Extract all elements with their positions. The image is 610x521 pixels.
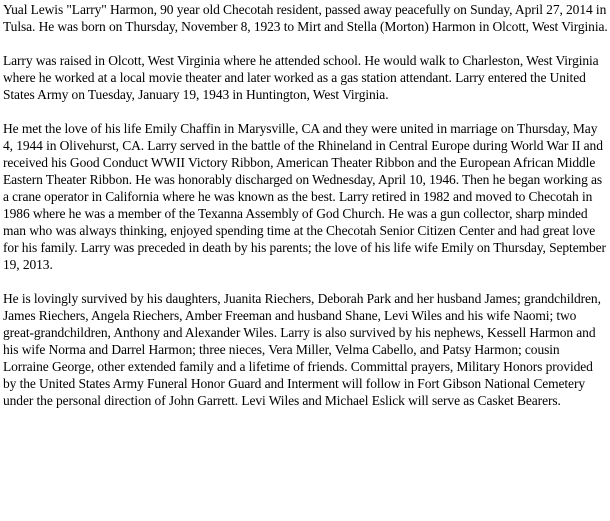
obituary-paragraph-survivors: He is lovingly survived by his daughters, Juanita Riechers, Deborah Park and her husband James; grandchildren, James Riechers, Angela Riechers, Amber Freeman and husband Shane, Levi Wiles and his wife Naomi; two great-grandchildren, Anthony and Alexander Wiles. Larry is also survived by his nephews, Kessell Harmon and his wife Norma and Darrel Harmon; three nieces, Vera Miller, Velma Cabello, and Patsy Harmon; cousin Lorraine George, other extended family and a lifetime of friends. Committal prayers, Military Honors provided by the United States Army Funeral Honor Guard and Interment will follow in Fort Gibson National Cemetery under the personal direction of John Garrett. Levi Wiles and Michael Eslick will serve as Casket Bearers. <box>3 291 601 408</box>
obituary-paragraph-early-life: Larry was raised in Olcott, West Virginia where he attended school. He would walk to Charleston, West Virginia where he worked at a local movie theater and later worked as a gas station attendant. Larry entered the United States Army on Tuesday, January 19, 1943 in Huntington, West Virginia. <box>3 53 599 102</box>
obituary-paragraph-intro: Yual Lewis "Larry" Harmon, 90 year old Checotah resident, passed away peacefully on Sunday, April 27, 2014 in Tulsa. He was born on Thursday, November 8, 1923 to Mirt and Stella (Morton) Harmon in Olcott, West Virginia. <box>3 2 608 34</box>
obituary-paragraph-marriage-career: He met the love of his life Emily Chaffin in Marysville, CA and they were united in marriage on Thursday, May 4, 1944 in Olivehurst, CA. Larry served in the battle of the Rhineland in Central Europe during World War II and received his Good Conduct WWII Victory Ribbon, American Theater Ribbon and the European African Middle Eastern Theater Ribbon. He was honorably discharged on Wednesday, April 10, 1946. Then he began working as a crane operator in California where he was known as the best. Larry retired in 1982 and moved to Checotah in 1986 where he was a member of the Texanna Assembly of God Church. He was a gun collector, sharp minded man who was always thinking, enjoyed spending time at the Checotah Senior Citizen Center and had great love for his family. Larry was preceded in death by his parents; the love of his life wife Emily on Thursday, September 19, 2013. <box>3 121 606 272</box>
